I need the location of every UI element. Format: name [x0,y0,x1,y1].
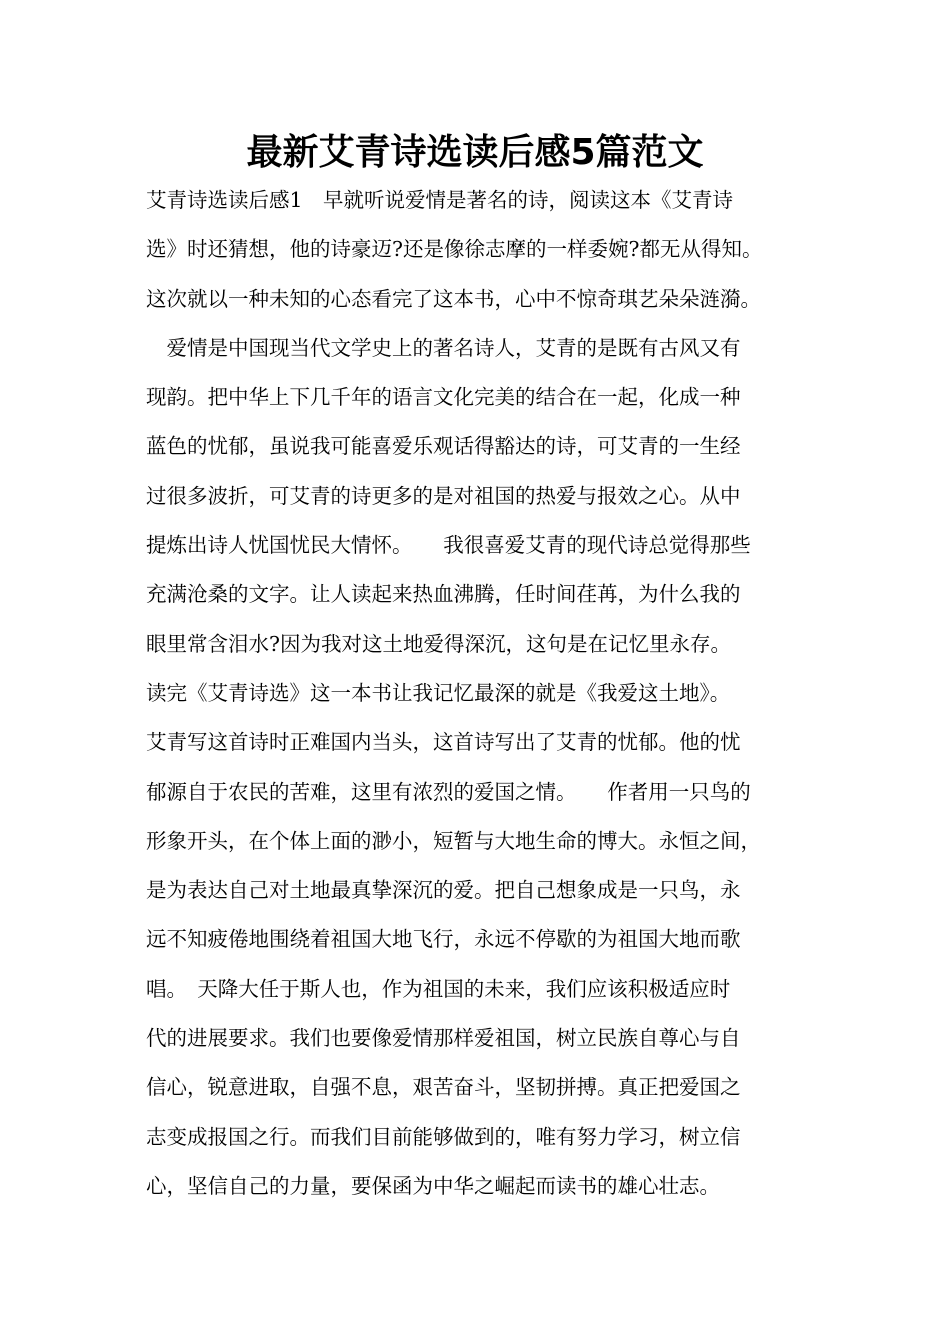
text-line: 选》时还猜想，他的诗豪迈?还是像徐志摩的一样委婉?都无从得知。 [146,237,763,262]
text-line: 代的进展要求。我们也要像爱情那样爱祖国，树立民族自尊心与自 [146,1026,741,1051]
text-line: 过很多波折，可艾青的诗更多的是对祖国的热爱与报效之心。从中 [146,483,741,508]
body-text [146,176,826,1211]
text-line: 郁源自于农民的苦难，这里有浓烈的爱国之情。 作者用一只鸟的 [146,779,751,804]
text-line: 形象开头，在个体上面的渺小，短暂与大地生命的博大。永恒之间， [146,828,761,853]
text-line: 艾青诗选读后感1 早就听说爱情是著名的诗，阅读这本《艾青诗 [146,188,734,212]
text-line: 信心，锐意进取，自强不息，艰苦奋斗，坚韧拼搏。真正把爱国之 [146,1075,741,1100]
text-line: 志变成报国之行。而我们目前能够做到的，唯有努力学习，树立信 [146,1124,741,1149]
text-line: 是为表达自己对土地最真挚深沉的爱。把自己想象成是一只鸟，永 [146,878,741,903]
text-line: 眼里常含泪水?因为我对这土地爱得深沉，这句是在记忆里永存。 [146,631,731,656]
text-line: 爱情是中国现当代文学史上的著名诗人，艾青的是既有古风又有 [146,335,741,360]
text-line: 蓝色的忧郁，虽说我可能喜爱乐观话得豁达的诗，可艾青的一生经 [146,434,741,459]
text-line: 心，坚信自己的力量，要保函为中华之崛起而读书的雄心壮志。 [146,1173,720,1198]
text-line: 提炼出诗人忧国忧民大情怀。 我很喜爱艾青的现代诗总觉得那些 [146,533,751,558]
text-line: 读完《艾青诗选》这一本书让我记忆最深的就是《我爱这土地》。 [146,680,731,705]
text-line: 远不知疲倦地围绕着祖国大地飞行，永远不停歇的为祖国大地而歌 [146,927,741,952]
text-line: 这次就以一种未知的心态看完了这本书，心中不惊奇琪艺朵朵涟漪。 [146,286,761,311]
text-line: 现韵。把中华上下几千年的语言文化完美的结合在一起，化成一种 [146,385,741,410]
text-line: 艾青写这首诗时正难国内当头，这首诗写出了艾青的忧郁。他的忧 [146,730,741,755]
text-line: 唱。 天降大任于斯人也，作为祖国的未来，我们应该积极适应时 [146,976,731,1001]
text-line: 充满沧桑的文字。让人读起来热血沸腾，任时间荏苒，为什么我的 [146,582,741,607]
page-title: 最新艾青诗选读后感5篇范文 [246,132,704,173]
